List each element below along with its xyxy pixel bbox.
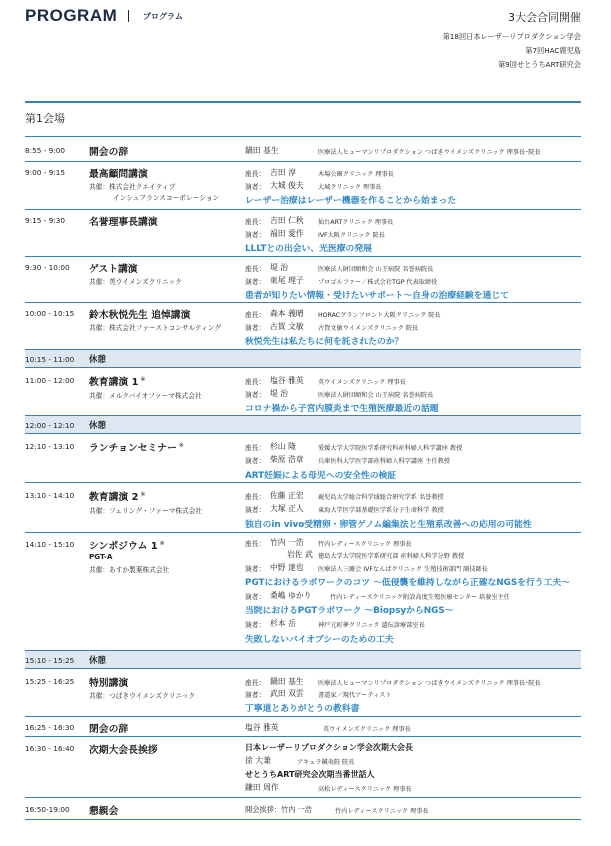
chair-role: 座長： (245, 493, 266, 501)
speaker-affiliation: 書道家／現代アーティスト (318, 692, 392, 699)
organization-name: せとうちART研究会次期当番世話人 (245, 770, 375, 779)
chair-role: 座長： (245, 540, 266, 548)
chair-affiliation: 愛媛大学大学院医学系研究科産科婦人科学講座 教授 (318, 445, 463, 452)
session-row (25, 162, 581, 210)
chair-name: 杉山 隆 (270, 442, 296, 451)
session-title: 休憩 (89, 421, 107, 431)
session-time: 14:10 - 15:10 (25, 540, 75, 549)
joint-event-label: 3大会合同開催 (508, 11, 581, 24)
session-time: 16:50-19:00 (25, 805, 70, 814)
speaker-name: 堤 治 (270, 389, 289, 398)
break-row (25, 651, 581, 669)
chair-affiliation: 竹内レディースクリニック 理事長 (318, 541, 412, 548)
session-title: 休憩 (89, 355, 107, 365)
affiliation: 竹内レディースクリニック 理事長 (335, 808, 429, 815)
speaker-name: 武田 双雲 (270, 689, 304, 698)
speaker-name: 柴原 浩章 (270, 455, 304, 464)
sponsor: 共催：フェリング・ファーマ株式会社 (89, 507, 203, 515)
break-row (25, 350, 581, 368)
page-header (25, 6, 581, 76)
chair-affiliation: 医療法人ヒューマンリプロダクション つばきウイメンズクリニック 理事長･院長 (318, 680, 541, 687)
session-title: 名誉理事長講演 (89, 217, 158, 228)
session-time: 9:30 - 10:00 (25, 263, 70, 272)
sponsor: 共催：メルクバイオファーマ株式会社 (89, 392, 202, 400)
session-row (25, 137, 581, 162)
chair-name: 吉田 仁秋 (270, 216, 304, 225)
chair-role: 座長： (245, 378, 266, 386)
chair-role: 座長： (245, 218, 266, 226)
chair-name: 吉田 淳 (270, 168, 296, 177)
association-name: 第18回日本レーザーリプロダクション学会 (442, 32, 581, 41)
speaker-name: 東尾 理子 (270, 276, 304, 285)
chair-role: 座長： (245, 311, 266, 319)
title-text: ランチョンセミナー (89, 443, 177, 454)
speaker-affiliation: 東海大学医学部基礎医学系分子生命科学 教授 (318, 507, 444, 514)
session-row (25, 210, 581, 257)
session-time: 9:15 - 9:30 (25, 216, 66, 225)
chair-role: 座長： (245, 170, 266, 178)
break-row (25, 416, 581, 434)
chair-name: 堤 治 (270, 263, 289, 272)
session-subtitle: PGT-A (89, 552, 113, 561)
speaker-affiliation: 医療法人三慶会 IVFなんばクリニック 生殖技術部門 副技師長 (318, 566, 488, 573)
session-title: 次期大会長挨拶 (89, 745, 158, 756)
speaker-name: 大城 俊夫 (270, 181, 304, 190)
session-title: ゲスト講演 (89, 264, 138, 275)
session-row (25, 303, 581, 350)
lecture-title: ART妊娠による母児への安全性の検証 (245, 471, 397, 481)
session-row (25, 368, 581, 416)
sponsor: 共催：あすか製薬株式会社 (89, 566, 170, 574)
chair-affiliation: HORACグランフロント大阪クリニック 院長 (318, 312, 441, 319)
speaker-name: 大塚 正人 (270, 504, 304, 513)
note-mark: ※ (159, 539, 165, 547)
lecture-title: LLLTとの出会い、光医療の発展 (245, 244, 372, 254)
session-time: 15:10 - 15:25 (25, 656, 75, 665)
sponsor-cont: インシュアランスコーポレーション (113, 194, 220, 202)
speaker-role: 演者： (245, 565, 266, 573)
speaker-affiliation: 医療法人財団順和会 山王病院 名誉病院長 (318, 392, 434, 399)
session-time: 15:25 - 16:25 (25, 677, 75, 686)
speaker-role: 演者： (245, 391, 266, 399)
session-row (25, 737, 581, 798)
person-name: 徐 大兼 (245, 756, 271, 765)
session-time: 16:30 - 16:40 (25, 744, 75, 753)
association-name: 第7回HAC鹿児島 (525, 46, 581, 55)
affiliation: 医療法人ヒューマンリプロダクション つばきウイメンズクリニック 理事長･院長 (318, 149, 541, 156)
speaker-role: 演者： (245, 457, 266, 465)
note-mark: ※ (140, 375, 146, 383)
lecture-title: 失敗しないバイオプシーのための工夫 (245, 635, 394, 645)
speaker-role: 演者： (245, 621, 266, 629)
session-time: 12:10 - 13:10 (25, 442, 75, 451)
session-row (25, 669, 581, 717)
speaker-role: 演者： (245, 593, 266, 601)
lecture-title: 独自のin vivo受精卵・卵管ゲノム編集法と生殖系改善への応用の可能性 (245, 520, 532, 530)
lecture-title: 患者が知りたい情報・受けたいサポート～自身の治療経験を通じて (245, 291, 509, 301)
session-time: 16:25 - 16:30 (25, 723, 75, 732)
title-text: 教育講演 2 (89, 492, 139, 503)
speaker-name: 中野 達也 (270, 563, 304, 572)
note-mark: ※ (178, 441, 184, 449)
program-title: PROGRAM (25, 6, 118, 25)
lecture-title: PGTにおけるラボワークのコツ ～低侵襲を維持しながら正確なNGSを行う工夫～ (245, 578, 570, 588)
chair-affiliation: 医療法人財団順和会 山王病院 名誉病院長 (318, 266, 434, 273)
chair-affiliation: 木場公園クリニック 理事長 (318, 171, 394, 178)
lecture-title: コロナ禍から子宮内膜炎まで生殖医療最近の話題 (245, 404, 439, 414)
speaker-role: 演者： (245, 231, 266, 239)
chair-name: 森本 義晴 (270, 309, 304, 318)
chair-name: 岩佐 武 (287, 550, 313, 559)
speaker-affiliation: 兵庫医科大学医学部産科婦人科学講座 主任教授 (318, 458, 450, 465)
session-time: 8:55 - 9:00 (25, 146, 66, 155)
lecture-title: 秋悦先生は私たちに何を託されたのか？ (245, 337, 404, 347)
speaker-affiliation: 大城クリニック 理事長 (318, 184, 382, 191)
session-time: 10:15 - 11:00 (25, 355, 75, 364)
session-time: 10:00 - 10:15 (25, 309, 75, 318)
session-title: 最高顧問講演 (89, 169, 148, 180)
affiliation: 英ウイメンズクリニック 理事長 (323, 726, 411, 733)
chair-name: 塩谷 雅英 (270, 376, 304, 385)
note-mark: ※ (140, 490, 146, 498)
chair-affiliation: 英ウイメンズクリニック 理事長 (318, 379, 406, 386)
session-title (89, 538, 165, 552)
chair-role: 座長： (245, 444, 266, 452)
person-name: 鎌田 周作 (245, 783, 279, 792)
session-time: 13:10 - 14:10 (25, 491, 75, 500)
session-title: 閉会の辞 (89, 724, 129, 735)
person-name: 鍋田 基生 (245, 146, 279, 155)
session-row (25, 717, 581, 737)
session-title: 特別講演 (89, 678, 129, 689)
chair-affiliation: 鹿児島大学総合科学域総合研究学系 名誉教授 (318, 494, 444, 501)
affiliation: アキュラ鍼灸院 院長 (297, 759, 355, 766)
speaker-role: 演者： (245, 691, 266, 699)
lecture-title: レーザー治療はレーザー機器を作ることから始まった (245, 196, 457, 206)
speaker-name: 杉本 岳 (270, 619, 296, 628)
lecture-title: 当院におけるPGTラボワーク ～BiopsyからNGS～ (245, 606, 454, 616)
session-row (25, 798, 581, 820)
speaker-role: 演者： (245, 278, 266, 286)
affiliation: 高松レディースクリニック 理事長 (318, 786, 412, 793)
speaker-affiliation: プロゴルファー／株式会社TGP 代表取締役 (318, 279, 438, 286)
sponsor: 共催：株式会社ファーストコンサルティング (89, 324, 222, 332)
session-row (25, 257, 581, 303)
speaker-affiliation: 竹内レディースクリニック附設高度生殖医療センター 培養室主任 (330, 594, 510, 601)
lecture-title: 丁寧道とありがとうの教科書 (245, 704, 360, 714)
chair-role: 座長： (245, 679, 266, 687)
speaker-affiliation: 神戸元町夢クリニック 遺伝診療部室長 (318, 622, 425, 629)
session-title: 開会の辞 (89, 147, 129, 158)
organization-name: 日本レーザーリプロダクション学会次期大会長 (245, 743, 413, 752)
session-row (25, 533, 581, 651)
venue-divider (25, 101, 581, 103)
chair-name: 鍋田 基生 (270, 677, 304, 686)
program-subtitle: プログラム (143, 12, 183, 21)
speaker-affiliation: IVF大阪クリニック 院長 (318, 232, 385, 239)
session-title: 休憩 (89, 656, 107, 666)
speaker-name: 古賀 文敏 (270, 322, 304, 331)
title-text: 教育講演 1 (89, 377, 139, 388)
speaker-role: 演者： (245, 324, 266, 332)
title-text: シンポジウム 1 (89, 541, 158, 552)
session-title: 懇親会 (89, 806, 119, 817)
title-separator (128, 10, 129, 22)
venue-heading: 第1会場 (25, 112, 65, 125)
chair-role: 座長： (245, 265, 266, 273)
session-title: 鈴木秋悦先生 追悼講演 (89, 310, 191, 321)
session-row (25, 434, 581, 483)
session-title (89, 489, 145, 503)
speaker-role: 演者： (245, 506, 266, 514)
chair-name: 佐藤 正宏 (270, 491, 304, 500)
chair-name: 竹内 一浩 (270, 538, 304, 547)
session-time: 9:00 - 9:15 (25, 168, 66, 177)
session-time: 12:00 - 12:10 (25, 421, 75, 430)
session-row (25, 483, 581, 533)
session-time: 11:00 - 12:00 (25, 376, 75, 385)
sponsor: 共催：株式会社クエイティブ (89, 183, 176, 191)
speaker-name: 桑嶋 ゆかり (270, 591, 312, 600)
greeting: 開会挨拶：竹内 一浩 (245, 805, 312, 814)
sponsor: 共催：つばきウイメンズクリニック (89, 692, 196, 700)
chair-affiliation: 仙台ARTクリニック 理事長 (318, 219, 394, 226)
session-title (89, 440, 184, 454)
person-name: 塩谷 雅英 (245, 723, 279, 732)
speaker-role: 演者： (245, 183, 266, 191)
speaker-name: 福田 愛作 (270, 229, 304, 238)
session-title (89, 374, 145, 388)
association-name: 第9回せとうちART研究会 (497, 60, 581, 69)
speaker-affiliation: 古賀文敏ウイメンズクリニック 院長 (318, 325, 419, 332)
sponsor: 共催：英ウイメンズクリニック (89, 278, 182, 286)
chair-affiliation: 徳島大学大学院医学系研究部 産科婦人科学分野 教授 (318, 553, 465, 560)
